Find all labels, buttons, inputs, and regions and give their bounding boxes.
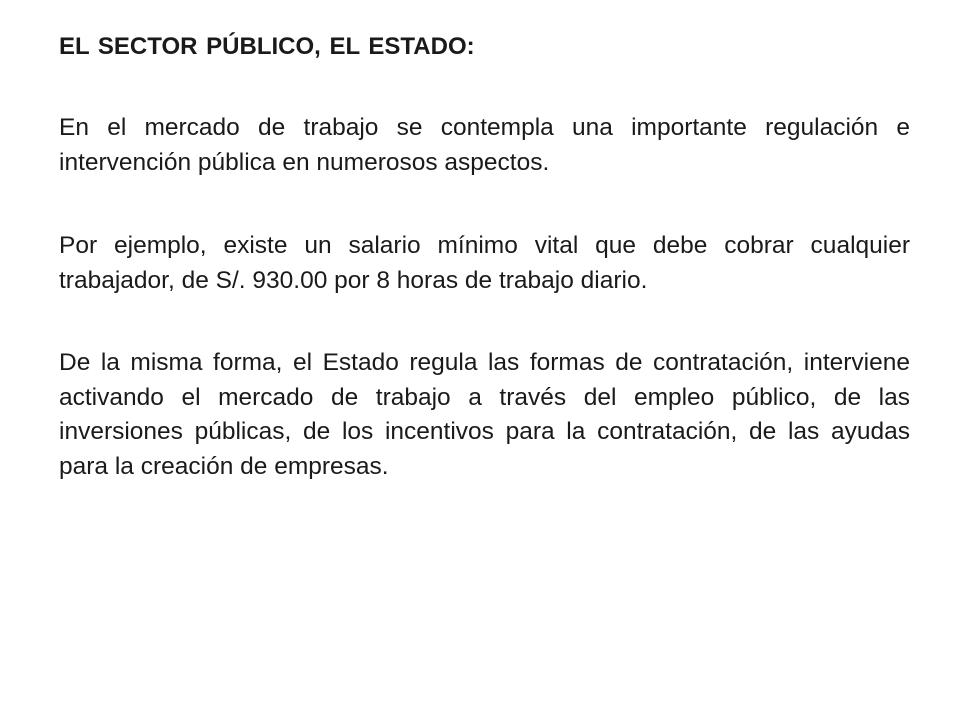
- paragraph-minimum-wage: Por ejemplo, existe un salario mínimo vital que debe cobrar cualquier trabajador, de S/. 930.00 por 8 horas de trabajo diario.: [59, 232, 910, 294]
- paragraph-market-regulation: En el mercado de trabajo se contempla una importante regulación e intervención pública en numerosos aspectos.: [59, 114, 910, 176]
- slide-content: [59, 30, 910, 484]
- slide-title: EL SECTOR PÚBLICO, EL ESTADO:: [59, 33, 475, 60]
- paragraph-state-intervention: De la misma forma, el Estado regula las formas de contratación, interviene activando el mercado de trabajo a través del empleo público, de las inversiones públicas, de los incentivos para la contratación, de las ayudas para la creación de empresas.: [59, 349, 910, 480]
